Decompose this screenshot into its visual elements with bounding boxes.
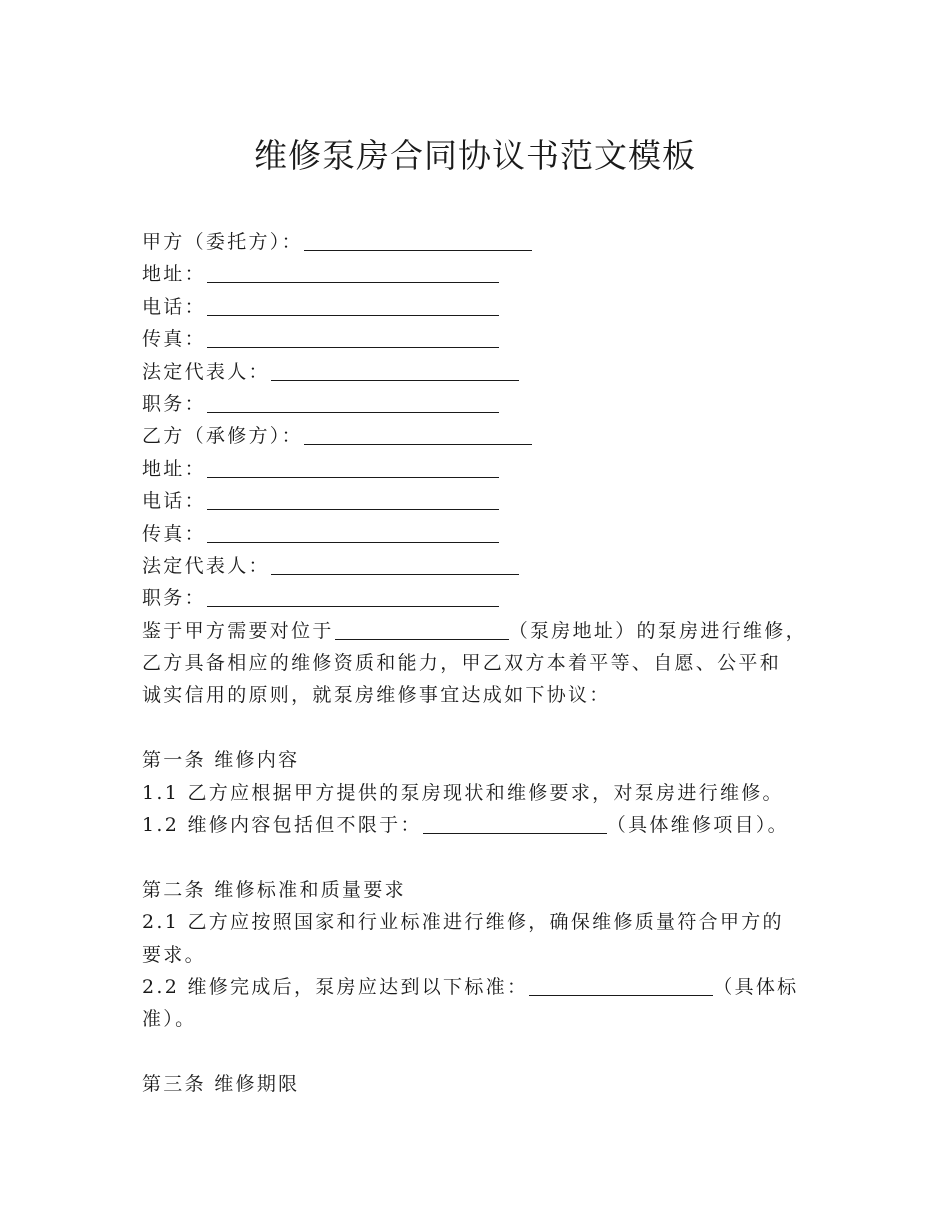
party-a-line: [142, 226, 832, 258]
party-a-position-line: [142, 388, 832, 420]
article-2-item-1-line-1: 2.1 乙方应按照国家和行业标准进行维修，确保维修质量符合甲方的: [142, 911, 784, 934]
preamble-line-1: [142, 615, 832, 647]
document-title: 维修泵房合同协议书范文模板: [254, 136, 696, 175]
article-2-item-2-before: 2.2 维修完成后，泵房应达到以下标准：: [142, 975, 529, 998]
party-b-fax-line: [142, 518, 832, 550]
party-a-phone-line: [142, 291, 832, 323]
party-a-address-blank: [207, 260, 499, 283]
party-b-address-line: [142, 453, 832, 485]
article-2-item-1-line-2: 要求。: [142, 943, 206, 966]
party-a-rep-label: 法定代表人：: [142, 360, 270, 383]
preamble-text-before: 鉴于甲方需要对位于: [142, 619, 334, 642]
party-b-phone-line: [142, 485, 832, 517]
repair-items-blank: [423, 811, 607, 834]
party-a-rep-line: [142, 356, 832, 388]
party-a-label: 甲方（委托方）：: [142, 231, 303, 253]
party-a-address-label: 地址：: [142, 263, 206, 286]
spacer: [142, 712, 832, 744]
party-a-blank: [304, 228, 532, 251]
party-b-rep-line: [142, 550, 832, 582]
party-b-rep-blank: [271, 552, 519, 575]
party-b-position-label: 职务：: [142, 587, 206, 610]
party-b-address-blank: [207, 455, 499, 478]
party-b-address-label: 地址：: [142, 457, 206, 480]
preamble-line-3: 诚实信用的原则，就泵房维修事宜达成如下协议：: [142, 684, 611, 707]
article-2-item-2-line-2: 准）。: [142, 1008, 197, 1031]
party-a-fax-label: 传真：: [142, 328, 206, 351]
party-a-rep-blank: [271, 358, 519, 381]
pump-room-address-blank: [335, 617, 509, 640]
party-b-line: [142, 420, 832, 452]
party-b-position-blank: [207, 584, 499, 607]
spacer: [142, 841, 832, 873]
standard-blank: [529, 973, 713, 996]
party-a-fax-blank: [207, 325, 499, 348]
party-b-label: 乙方（承修方）：: [142, 425, 303, 448]
document-body: [142, 226, 832, 1101]
article-1-heading: 第一条 维修内容: [142, 749, 300, 772]
preamble-text-after: （泵房地址）的泵房进行维修，: [508, 619, 807, 642]
spacer: [142, 1036, 832, 1068]
article-2-item-2-after: （具体标: [713, 975, 799, 998]
party-b-fax-label: 传真：: [142, 522, 206, 545]
article-2-item-2: [142, 971, 832, 1003]
party-a-fax-line: [142, 323, 832, 355]
party-b-fax-blank: [207, 520, 499, 543]
party-b-phone-blank: [207, 487, 499, 510]
party-b-blank: [304, 422, 532, 445]
party-b-position-line: [142, 582, 832, 614]
party-a-position-label: 职务：: [142, 392, 206, 415]
party-b-rep-label: 法定代表人：: [142, 554, 270, 577]
article-1-item-2-after: （具体维修项目）。: [606, 814, 789, 837]
article-1-item-1: 1.1 乙方应根据甲方提供的泵房现状和维修要求，对泵房进行维修。: [142, 781, 784, 804]
preamble-line-2: 乙方具备相应的维修资质和能力，甲乙双方本着平等、自愿、公平和: [142, 652, 782, 675]
party-a-phone-blank: [207, 293, 499, 316]
article-1-item-2: [142, 809, 832, 841]
party-a-address-line: [142, 258, 832, 290]
party-a-position-blank: [207, 390, 499, 413]
article-3-heading: 第三条 维修期限: [142, 1073, 300, 1096]
party-a-phone-label: 电话：: [142, 295, 206, 318]
article-1-item-2-before: 1.2 维修内容包括但不限于：: [142, 814, 422, 837]
party-b-phone-label: 电话：: [142, 490, 206, 513]
article-2-heading: 第二条 维修标准和质量要求: [142, 878, 406, 901]
